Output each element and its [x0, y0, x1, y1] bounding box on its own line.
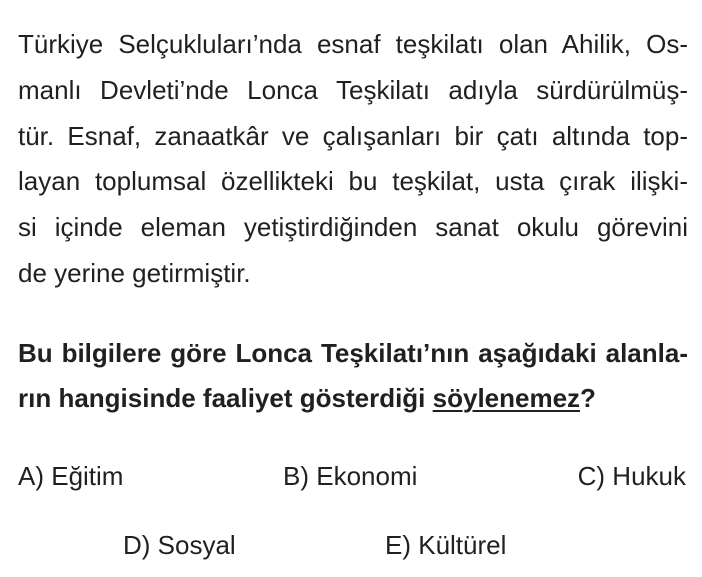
question-text: rın hangisinde faaliyet gösterdiği	[18, 383, 433, 413]
passage-line: manlı Devleti’nde Lonca Teşkilatı adıyla sürdürülmüş-	[18, 74, 688, 105]
emphasized-word: söylenemez	[432, 383, 581, 413]
answer-option-d[interactable]: D) Sosyal	[123, 530, 236, 560]
answer-option-c[interactable]: C) Hukuk	[577, 461, 686, 491]
question-mark: ?	[580, 383, 596, 413]
answer-option-a[interactable]: A) Eğitim	[18, 461, 124, 491]
question-passage	[18, 22, 688, 297]
passage-line: de yerine getirmiştir.	[18, 257, 251, 288]
question-stem	[18, 331, 688, 421]
answer-option-e[interactable]: E) Kültürel	[385, 530, 507, 560]
passage-line: si içinde eleman yetiştirdiğinden sanat okulu görevini	[18, 212, 688, 243]
passage-line: tür. Esnaf, zanaatkâr ve çalışanları bir çatı altında top-	[18, 120, 688, 151]
passage-line: layan toplumsal özellikteki bu teşkilat, usta çırak ilişki-	[18, 166, 688, 197]
question-line: Bu bilgilere göre Lonca Teşkilatı’nın aşağıdaki alanla-	[18, 338, 688, 368]
passage-line: Türkiye Selçukluları’nda esnaf teşkilatı olan Ahilik, Os-	[18, 29, 688, 59]
answer-option-b[interactable]: B) Ekonomi	[283, 461, 418, 491]
question-line	[18, 376, 688, 421]
